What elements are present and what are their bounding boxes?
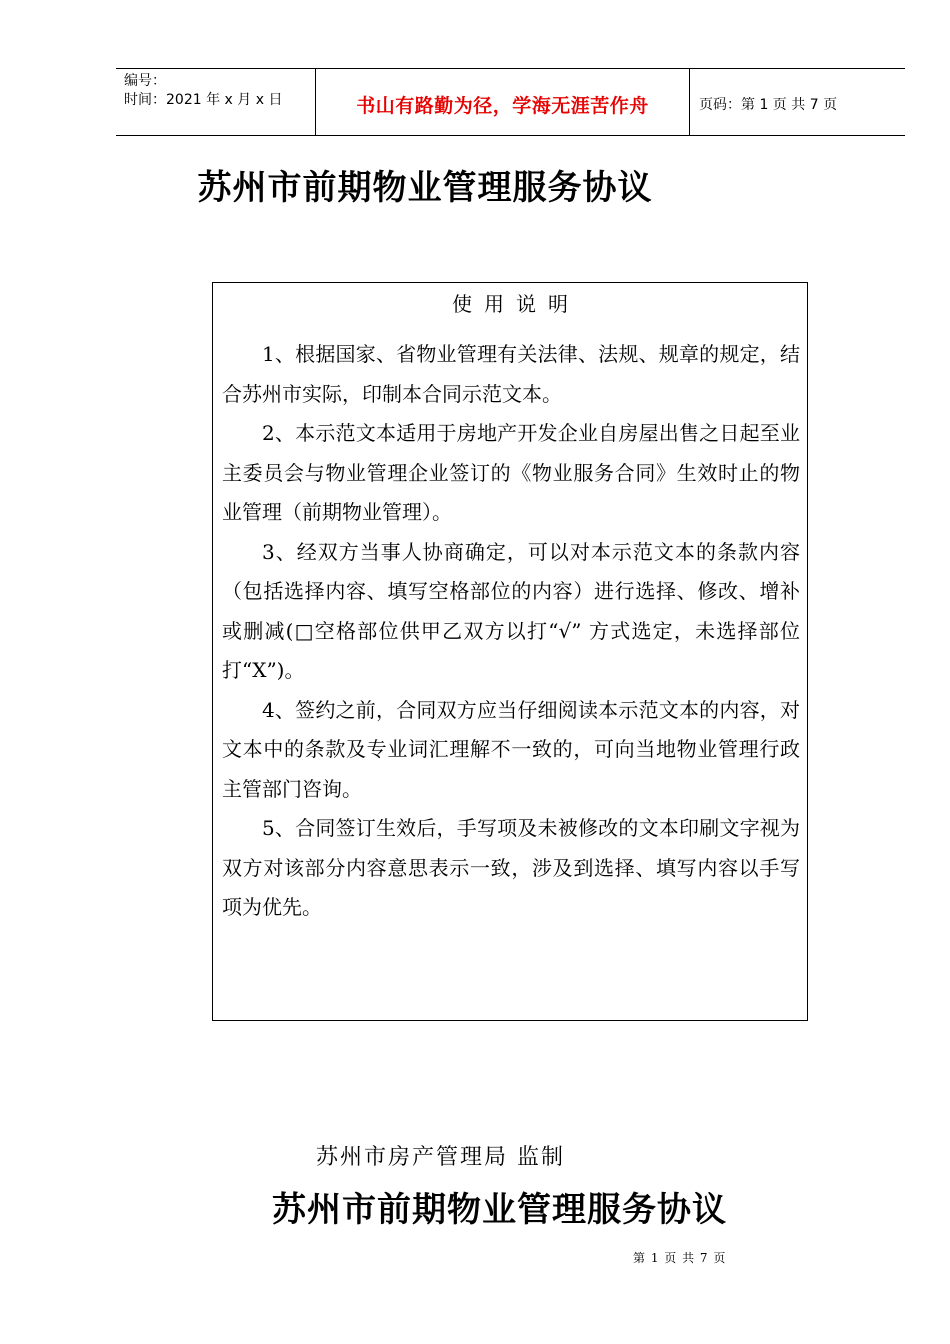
instruction-item: 5、合同签订生效后，手写项及未被修改的文本印刷文字视为双方对该部分内容意思表示一致，涉及到选择、填写内容以手写项为优先。: [222, 816, 800, 919]
instruction-item: 3、经双方当事人协商确定，可以对本示范文本的条款内容（包括选择内容、填写空格部位的内容）进行选择、修改、增补或删减(□空格部位供甲乙双方以打“√” 方式选定，未选择部位打“X”)。: [222, 539, 800, 682]
instruction-item: 2、本示范文本适用于房地产开发企业自房屋出售之日起至业主委员会与物业管理企业签订的《物业服务合同》生效时止的物业管理（前期物业管理）。: [222, 421, 800, 524]
bottom-title: 苏州市前期物业管理服务协议: [272, 1190, 727, 1230]
instructions-box: [212, 282, 808, 1021]
header-divider: [689, 69, 690, 135]
page-header: [116, 68, 905, 136]
header-page-label: 页码：第 1 页 共 7 页: [699, 97, 838, 113]
instruction-item: 1、根据国家、省物业管理有关法律、法规、规章的规定，结合苏州市实际，印制本合同示范文本。: [222, 342, 800, 406]
instructions-heading: 使用说明: [452, 292, 580, 316]
instructions-body: [222, 335, 800, 928]
header-meta: [124, 72, 282, 110]
supervisor-line: 苏州市房产管理局 监制: [316, 1145, 565, 1170]
document-time-label: 时间：2021 年 x 月 x 日: [124, 92, 283, 108]
document-title: 苏州市前期物业管理服务协议: [197, 168, 653, 208]
document-number-label: 编号：: [124, 73, 166, 89]
header-motto: 书山有路勤为径，学海无涯苦作舟: [356, 95, 649, 117]
instruction-item: 4、签约之前，合同双方应当仔细阅读本示范文本的内容，对文本中的条款及专业词汇理解不一致的，可向当地物业管理行政主管部门咨询。: [222, 697, 800, 801]
page-footer: 第 1 页 共 7 页: [633, 1251, 727, 1265]
